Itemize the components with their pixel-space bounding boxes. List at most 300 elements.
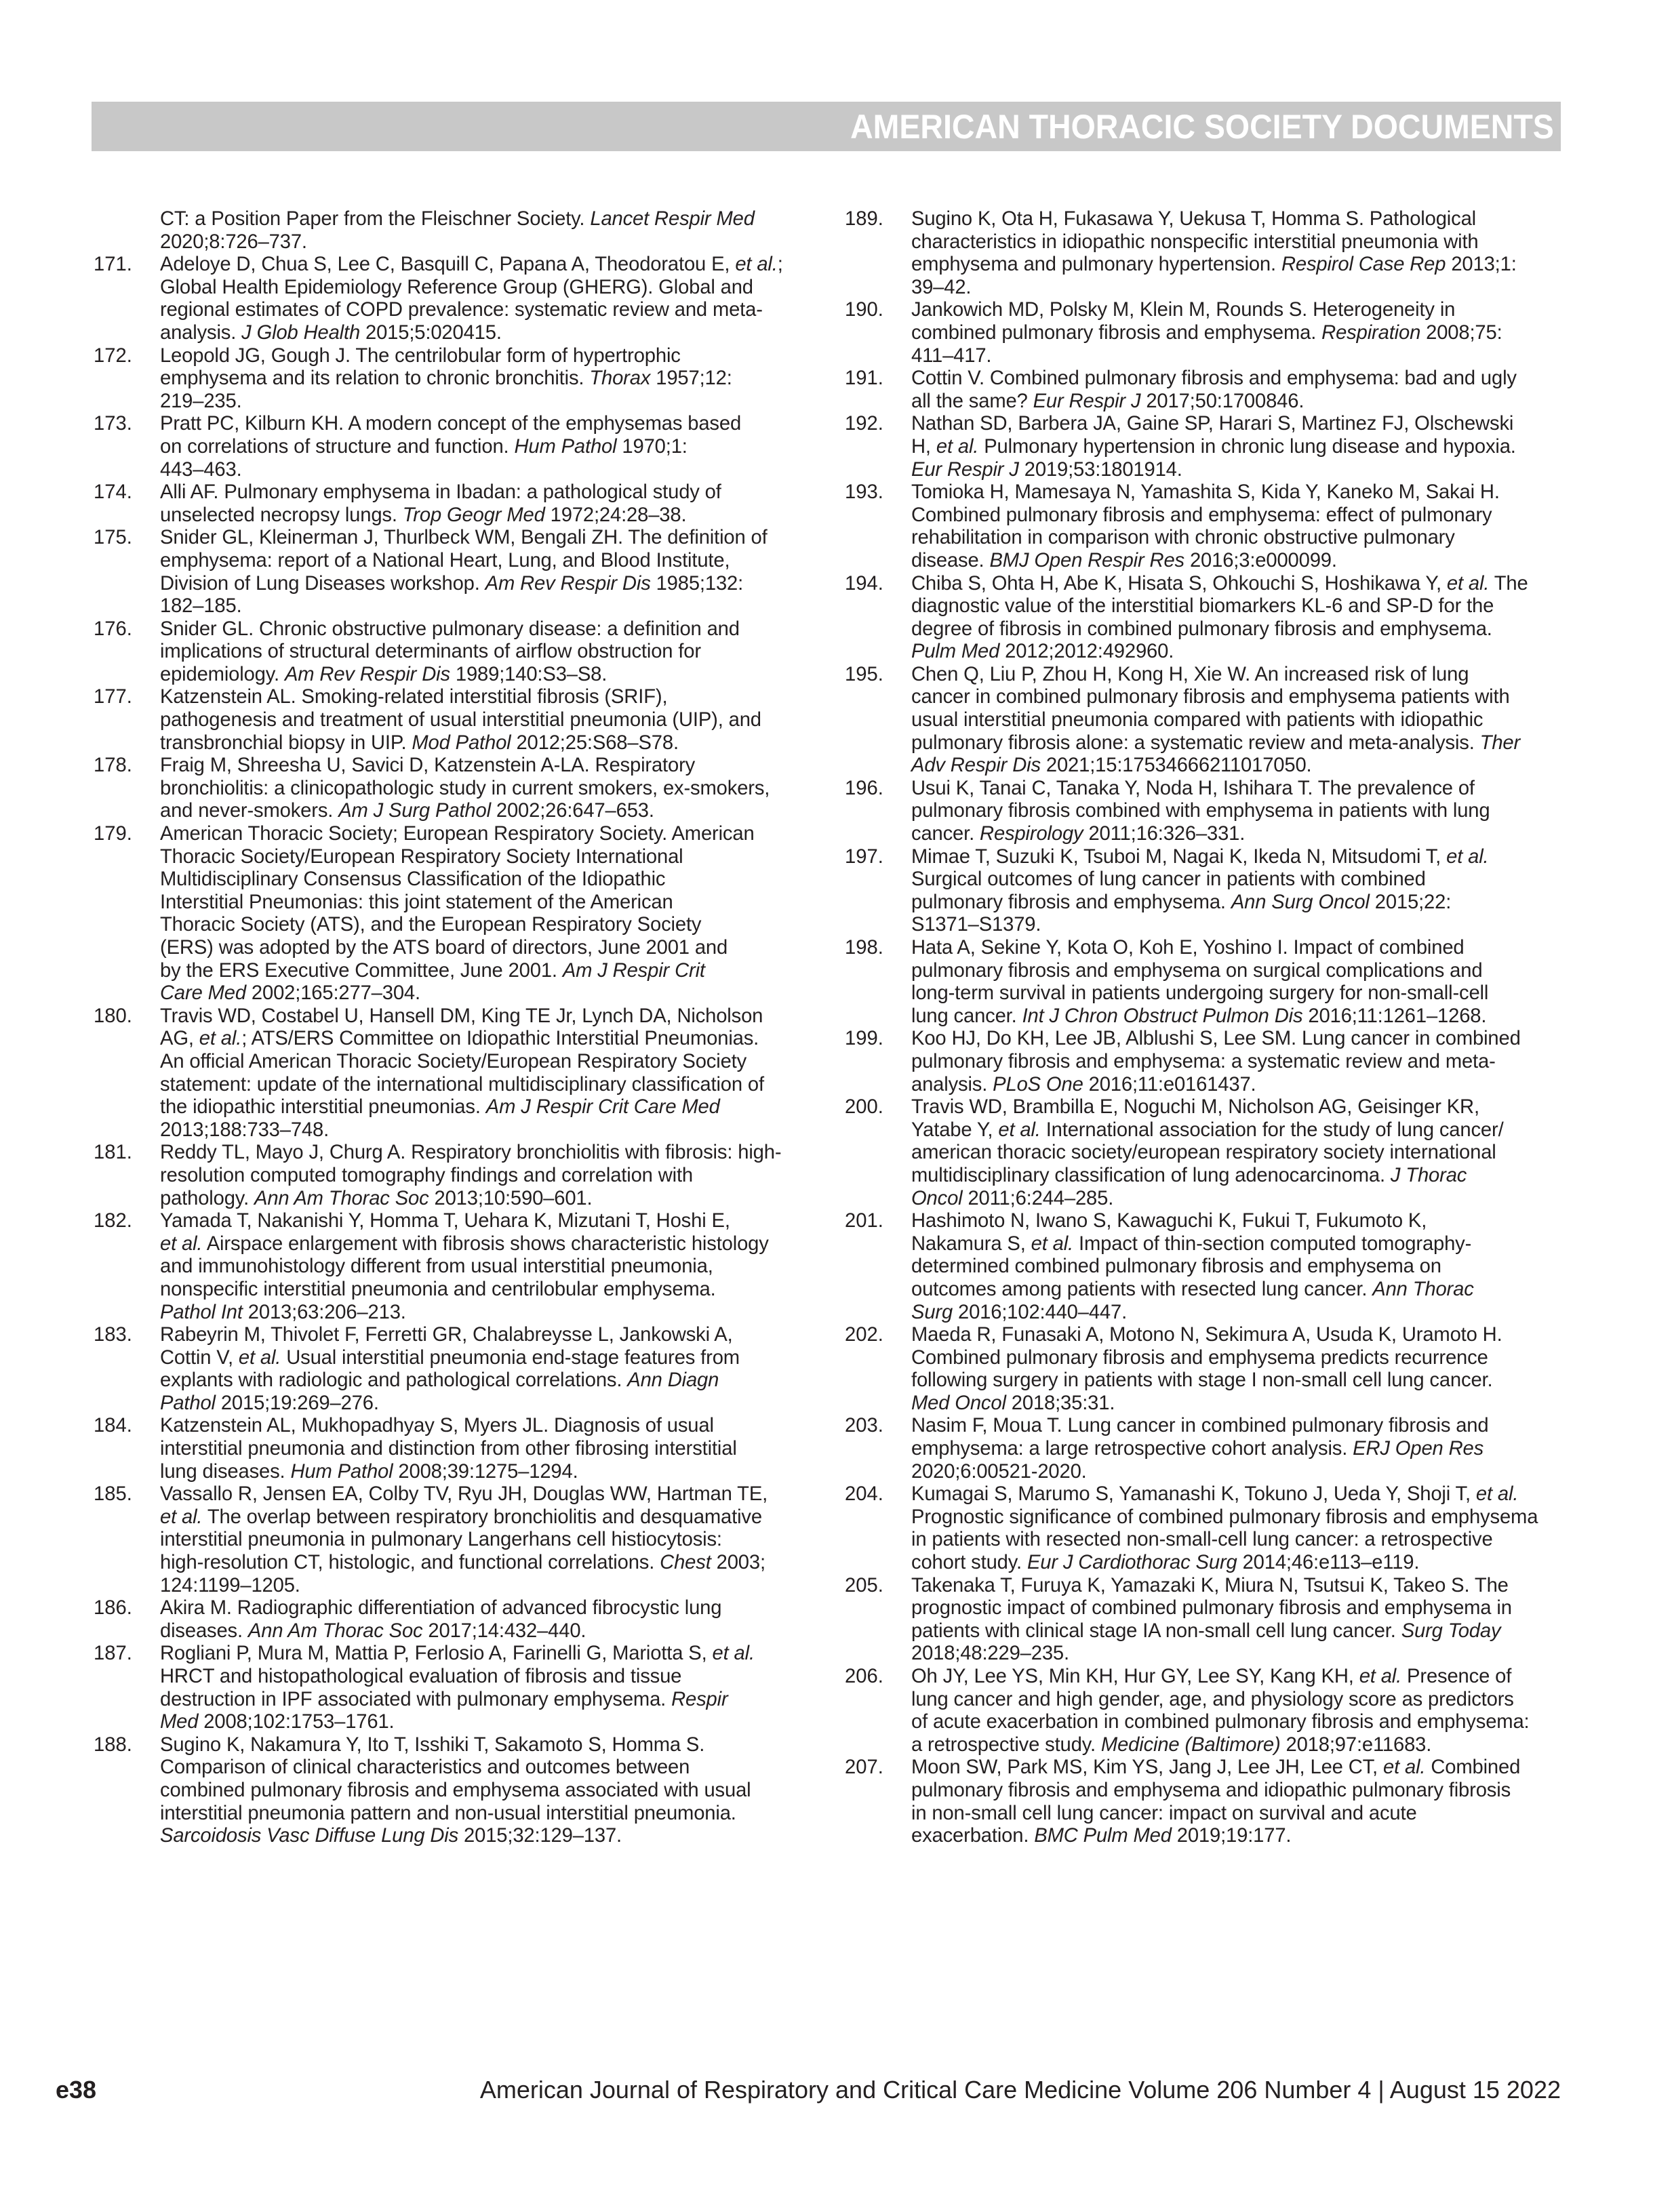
reference-text: Thoracic Society/European Respiratory Society International xyxy=(160,845,683,868)
reference-text: 1970;1: xyxy=(616,435,688,458)
reference-text: 2013;188:733–748. xyxy=(160,1119,330,1141)
journal-title-text: Chest xyxy=(660,1552,711,1574)
reference-text: Yamada T, Nakanishi Y, Homma T, Uehara K, Mizutani T, Hoshi E, xyxy=(160,1210,730,1232)
reference-line xyxy=(94,1689,812,1712)
journal-title-text: et al. xyxy=(160,1506,203,1528)
reference-number: 188. xyxy=(94,1733,132,1756)
journal-title-text: Pathol Int xyxy=(160,1301,243,1323)
running-header-bar xyxy=(92,102,1561,151)
journal-title-text: Am Rev Respir Dis xyxy=(485,572,651,595)
reference-line xyxy=(94,527,812,550)
reference-entry xyxy=(845,1575,1564,1666)
reference-line xyxy=(94,1803,812,1826)
reference-line xyxy=(94,1415,812,1438)
journal-title-text: Ther xyxy=(1479,731,1521,754)
reference-line xyxy=(845,1324,1564,1347)
reference-line xyxy=(845,1392,1564,1415)
reference-text: interstitial pneumonia and distinction from other fibrosing interstitial xyxy=(160,1438,737,1460)
reference-line xyxy=(845,709,1564,732)
reference-text: The overlap between respiratory bronchiolitis and desquamative xyxy=(202,1506,762,1528)
reference-line xyxy=(845,937,1564,960)
journal-title-text: et al. xyxy=(1446,845,1489,868)
reference-number: 204. xyxy=(845,1483,883,1506)
reference-text: Katzenstein AL, Mukhopadhyay S, Myers JL. Diagnosis of usual xyxy=(160,1415,714,1437)
reference-text: Global Health Epidemiology Reference Group (GHERG). Global and xyxy=(160,276,753,298)
reference-text: emphysema: a large retrospective cohort analysis. xyxy=(911,1438,1353,1460)
reference-text: 2020;6:00521-2020. xyxy=(911,1460,1087,1483)
reference-text: ; xyxy=(777,254,783,276)
reference-line xyxy=(94,1483,812,1506)
journal-title-text: et al. xyxy=(712,1643,755,1665)
reference-text: 2020;8:726–737. xyxy=(160,230,307,253)
reference-line xyxy=(845,1438,1564,1461)
reference-line xyxy=(845,1756,1564,1779)
reference-number: 205. xyxy=(845,1574,883,1596)
reference-text: nonspecific interstitial pneumonia and centrilobular emphysema. xyxy=(160,1278,716,1300)
journal-title-text: et al. xyxy=(1359,1666,1402,1687)
reference-number: 171. xyxy=(94,254,132,276)
reference-number: 193. xyxy=(845,481,883,504)
reference-text: 2016;102:440–447. xyxy=(953,1301,1128,1323)
reference-text: Leopold JG, Gough J. The centrilobular form of hypertrophic xyxy=(160,344,681,367)
journal-title-text: PLoS One xyxy=(993,1073,1083,1095)
reference-line xyxy=(94,914,812,937)
reference-text: resolution computed tomography findings and correlation with xyxy=(160,1164,694,1186)
reference-line xyxy=(94,1506,812,1529)
reference-line xyxy=(94,1279,812,1302)
reference-line xyxy=(845,459,1564,482)
reference-text: 2013;10:590–601. xyxy=(429,1187,593,1209)
reference-text: interstitial pneumonia pattern and non-usual interstitial pneumonia. xyxy=(160,1802,736,1824)
reference-line xyxy=(94,550,812,573)
reference-text: pulmonary fibrosis and emphysema. xyxy=(911,891,1231,913)
journal-title-text: Eur Respir J xyxy=(1033,390,1141,412)
reference-line xyxy=(94,709,812,732)
reference-line xyxy=(845,891,1564,914)
reference-line xyxy=(94,1711,812,1734)
reference-text: pulmonary fibrosis combined with emphysema in patients with lung xyxy=(911,800,1490,822)
reference-line xyxy=(94,1461,812,1484)
reference-text: Thoracic Society (ATS), and the European Respiratory Society xyxy=(160,914,702,936)
reference-text: analysis. xyxy=(160,321,242,344)
reference-text: diagnostic value of the interstitial biomarkers KL-6 and SP-D for the xyxy=(911,595,1494,618)
reference-line xyxy=(845,1529,1564,1552)
reference-line xyxy=(845,1279,1564,1302)
reference-entry xyxy=(845,846,1564,937)
journal-title-text: J Glob Health xyxy=(241,321,361,344)
reference-line xyxy=(94,755,812,778)
journal-title-text: et al. xyxy=(1446,572,1490,595)
reference-entry xyxy=(94,481,812,527)
reference-text: usual interstitial pneumonia compared with patients with idiopathic xyxy=(911,709,1483,731)
journal-title-text: BMJ Open Respir Res xyxy=(989,549,1184,571)
reference-line xyxy=(94,1575,812,1598)
reference-text: epidemiology. xyxy=(160,663,285,685)
reference-text: 2002;26:647–653. xyxy=(490,800,654,822)
reference-number: 179. xyxy=(94,823,132,845)
journal-title-text: Trop Geogr Med xyxy=(402,504,545,526)
reference-number: 172. xyxy=(94,344,132,367)
reference-line xyxy=(845,367,1564,390)
reference-text: diseases. xyxy=(160,1620,248,1642)
reference-text: Snider GL, Kleinerman J, Thurlbeck WM, Bengali ZH. The definition of xyxy=(160,527,768,549)
reference-text: rehabilitation in comparison with chronic obstructive pulmonary xyxy=(911,527,1455,549)
journal-title-text: Oncol xyxy=(911,1187,963,1209)
journal-title-text: et al. xyxy=(199,1028,242,1050)
reference-text: outcomes among patients with resected lung cancer. xyxy=(911,1278,1373,1300)
reference-text: Travis WD, Costabel U, Hansell DM, King TE Jr, Lynch DA, Nicholson xyxy=(160,1005,763,1027)
reference-text: Combined pulmonary fibrosis and emphysema predicts recurrence xyxy=(911,1346,1488,1369)
reference-text: on correlations of structure and function. xyxy=(160,435,515,458)
reference-text: Travis WD, Brambilla E, Noguchi M, Nicholson AG, Geisinger KR, xyxy=(911,1096,1479,1119)
reference-text: Nakamura S, xyxy=(911,1232,1031,1255)
reference-text: 2014;46:e113–e119. xyxy=(1237,1552,1420,1574)
reference-entry xyxy=(94,1324,812,1415)
reference-text: Division of Lung Diseases workshop. xyxy=(160,572,485,595)
reference-number: 206. xyxy=(845,1666,883,1687)
reference-line xyxy=(845,481,1564,504)
reference-line xyxy=(94,686,812,709)
reference-text: 443–463. xyxy=(160,458,242,481)
reference-entry xyxy=(845,481,1564,572)
reference-number: 187. xyxy=(94,1643,132,1665)
reference-text: Hashimoto N, Iwano S, Kawaguchi K, Fukui T, Fukumoto K, xyxy=(911,1210,1427,1232)
reference-text: Oh JY, Lee YS, Min KH, Hur GY, Lee SY, Kang KH, xyxy=(911,1666,1359,1687)
reference-text: 2015;5:020415. xyxy=(360,321,502,344)
reference-text: HRCT and histopathological evaluation of fibrosis and tissue xyxy=(160,1666,682,1687)
journal-title-text: ERJ Open Res xyxy=(1353,1438,1484,1460)
reference-text: Cottin V. Combined pulmonary fibrosis and emphysema: bad and ugly xyxy=(911,367,1517,390)
reference-text: patients with clinical stage IA non-small cell lung cancer. xyxy=(911,1620,1401,1642)
reference-text: Maeda R, Funasaki A, Motono N, Sekimura A, Usuda K, Uramoto H. xyxy=(911,1324,1502,1346)
reference-line xyxy=(94,1666,812,1689)
reference-line xyxy=(845,1188,1564,1211)
reference-text: Interstitial Pneumonias: this joint statement of the American xyxy=(160,891,673,913)
reference-line xyxy=(94,778,812,801)
journal-title-text: Lancet Respir Med xyxy=(590,208,755,230)
journal-title-text: Hum Pathol xyxy=(514,435,617,458)
reference-text: 2008;39:1275–1294. xyxy=(393,1460,578,1483)
reference-text: 1972;24:28–38. xyxy=(544,504,687,526)
reference-text: statement: update of the international multidisciplinary classification of xyxy=(160,1073,764,1095)
reference-text: bronchiolitis: a clinicopathologic study in current smokers, ex-smokers, xyxy=(160,777,770,799)
reference-line xyxy=(94,481,812,504)
reference-text: Sugino K, Ota H, Fukasawa Y, Uekusa T, Homma S. Pathological xyxy=(911,208,1477,230)
reference-line xyxy=(845,823,1564,846)
reference-entry xyxy=(94,823,812,1005)
reference-entry xyxy=(845,1210,1564,1324)
reference-text: in non-small cell lung cancer: impact on survival and acute xyxy=(911,1802,1417,1824)
reference-entry xyxy=(94,618,812,687)
reference-line xyxy=(845,1255,1564,1279)
reference-number: 196. xyxy=(845,777,883,799)
reference-text: Sugino K, Nakamura Y, Ito T, Isshiki T, Sakamoto S, Homma S. xyxy=(160,1733,705,1756)
reference-text: Jankowich MD, Polsky M, Klein M, Rounds S. Heterogeneity in xyxy=(911,299,1456,321)
reference-text: An official American Thoracic Society/European Respiratory Society xyxy=(160,1050,747,1072)
reference-line xyxy=(94,618,812,641)
reference-text: determined combined pulmonary fibrosis and emphysema on xyxy=(911,1255,1441,1278)
reference-text: Presence of xyxy=(1401,1666,1512,1687)
reference-number: 195. xyxy=(845,663,883,685)
journal-title-text: Ann Diagn xyxy=(627,1369,719,1392)
reference-entry xyxy=(94,345,812,414)
reference-text: Prognostic significance of combined pulmonary fibrosis and emphysema xyxy=(911,1506,1538,1528)
reference-number: 174. xyxy=(94,481,132,504)
reference-line xyxy=(845,1074,1564,1097)
reference-text: 2008;102:1753–1761. xyxy=(198,1711,395,1733)
reference-line xyxy=(94,1233,812,1256)
reference-line xyxy=(845,1734,1564,1757)
reference-text: degree of fibrosis in combined pulmonary fibrosis and emphysema. xyxy=(911,618,1492,640)
reference-number: 183. xyxy=(94,1324,132,1346)
reference-text: 1957;12: xyxy=(650,367,732,390)
reference-text: Usui K, Tanai C, Tanaka Y, Noda H, Ishihara T. The prevalence of xyxy=(911,777,1475,799)
reference-line xyxy=(94,641,812,664)
journal-title-text: et al. xyxy=(1382,1756,1426,1779)
reference-text: CT: a Position Paper from the Fleischner Society. xyxy=(160,208,591,230)
reference-line xyxy=(845,413,1564,436)
reference-entry xyxy=(845,1096,1564,1210)
reference-text: Fraig M, Shreesha U, Savici D, Katzenstein A-LA. Respiratory xyxy=(160,755,696,777)
reference-line xyxy=(845,1597,1564,1620)
reference-text: 2003; xyxy=(711,1552,765,1574)
reference-text: 182–185. xyxy=(160,595,242,618)
reference-line xyxy=(845,322,1564,345)
reference-number: 198. xyxy=(845,937,883,959)
journal-title-text: Respiration xyxy=(1321,321,1421,344)
reference-text: ; ATS/ERS Committee on Idiopathic Interstitial Pneumonias. xyxy=(241,1028,759,1050)
reference-line xyxy=(845,1028,1564,1051)
reference-text: of acute exacerbation in combined pulmonary fibrosis and emphysema: xyxy=(911,1711,1530,1733)
reference-text: Rabeyrin M, Thivolet F, Ferretti GR, Chalabreysse L, Jankowski A, xyxy=(160,1324,733,1346)
reference-entry xyxy=(94,1142,812,1210)
reference-line xyxy=(845,1415,1564,1438)
reference-entry xyxy=(845,937,1564,1028)
journal-title-text: et al. xyxy=(998,1119,1041,1141)
reference-entry xyxy=(94,254,812,344)
journal-title-text: Med Oncol xyxy=(911,1392,1006,1414)
reference-line xyxy=(845,299,1564,322)
reference-text: 2015;19:269–276. xyxy=(215,1392,379,1414)
reference-number: 176. xyxy=(94,618,132,640)
reference-line xyxy=(845,1483,1564,1506)
reference-text: by the ERS Executive Committee, June 2001. xyxy=(160,959,563,982)
reference-line xyxy=(845,778,1564,801)
reference-text: Chiba S, Ohta H, Abe K, Hisata S, Ohkouchi S, Hoshikawa Y, xyxy=(911,572,1447,595)
reference-text: american thoracic society/european respiratory society international xyxy=(911,1142,1496,1164)
reference-line xyxy=(94,277,812,300)
reference-text: the idiopathic interstitial pneumonias. xyxy=(160,1096,486,1119)
reference-line xyxy=(845,1711,1564,1734)
reference-text: 2019;53:1801914. xyxy=(1018,458,1182,481)
reference-text: Cottin V, xyxy=(160,1346,239,1369)
reference-text: Snider GL. Chronic obstructive pulmonary disease: a definition and xyxy=(160,618,740,640)
reference-text: characteristics in idiopathic nonspecific interstitial pneumonia with xyxy=(911,230,1479,253)
journal-title-text: Ann Thorac xyxy=(1372,1278,1474,1300)
reference-text: Multidisciplinary Consensus Classification of the Idiopathic xyxy=(160,868,666,891)
journal-title-text: et al. xyxy=(1475,1483,1519,1506)
reference-line xyxy=(845,960,1564,983)
reference-text: Surgical outcomes of lung cancer in patients with combined xyxy=(911,868,1426,891)
reference-text: Comparison of clinical characteristics and outcomes between xyxy=(160,1756,690,1779)
journal-title-text: et al. xyxy=(936,435,979,458)
reference-text: pulmonary fibrosis and emphysema on surgical complications and xyxy=(911,959,1483,982)
reference-text: 2012;2012:492960. xyxy=(999,641,1174,663)
reference-text: prognostic impact of combined pulmonary fibrosis and emphysema in xyxy=(911,1597,1512,1620)
reference-line xyxy=(845,208,1564,231)
reference-line xyxy=(845,1779,1564,1803)
reference-number: 180. xyxy=(94,1005,132,1027)
journal-title-text: Surg xyxy=(911,1301,953,1323)
reference-entry xyxy=(845,1028,1564,1096)
reference-line xyxy=(845,436,1564,459)
reference-text: lung cancer and high gender, age, and physiology score as predictors xyxy=(911,1688,1514,1710)
reference-text: analysis. xyxy=(911,1073,993,1095)
reference-line xyxy=(845,1825,1564,1848)
journal-title-text: Int J Chron Obstruct Pulmon Dis xyxy=(1022,1005,1303,1027)
reference-text: emphysema and its relation to chronic bronchitis. xyxy=(160,367,590,390)
journal-title-text: Care Med xyxy=(160,982,246,1005)
reference-text: 124:1199–1205. xyxy=(160,1574,300,1596)
reference-text: 2016;11:e0161437. xyxy=(1083,1073,1256,1095)
reference-text: 2012;25:S68–S78. xyxy=(511,731,679,754)
reference-text: Vassallo R, Jensen EA, Colby TV, Ryu JH, Douglas WW, Hartman TE, xyxy=(160,1483,768,1506)
reference-line xyxy=(845,1620,1564,1643)
reference-text: pulmonary fibrosis alone: a systematic review and meta-analysis. xyxy=(911,731,1480,754)
reference-line xyxy=(94,1529,812,1552)
reference-number: 203. xyxy=(845,1415,883,1437)
reference-text: Akira M. Radiographic differentiation of advanced fibrocystic lung xyxy=(160,1597,722,1620)
reference-text: combined pulmonary fibrosis and emphysema associated with usual xyxy=(160,1779,751,1801)
reference-text: exacerbation. xyxy=(911,1825,1035,1847)
reference-line xyxy=(845,595,1564,618)
reference-text: regional estimates of COPD prevalence: systematic review and meta- xyxy=(160,299,763,321)
journal-title-text: Thorax xyxy=(589,367,651,390)
reference-text: Mimae T, Suzuki K, Tsuboi M, Nagai K, Ikeda N, Mitsudomi T, xyxy=(911,845,1447,868)
reference-line xyxy=(94,823,812,846)
reference-entry xyxy=(845,664,1564,778)
reference-line xyxy=(94,1620,812,1643)
reference-text: 2018;97:e11683. xyxy=(1280,1733,1432,1756)
reference-text: lung diseases. xyxy=(160,1460,291,1483)
reference-text: Pratt PC, Kilburn KH. A modern concept of the emphysemas based xyxy=(160,413,742,435)
journal-title-text: Pathol xyxy=(160,1392,216,1414)
reference-number: 201. xyxy=(845,1210,883,1232)
reference-line xyxy=(94,299,812,322)
reference-number: 181. xyxy=(94,1142,132,1164)
reference-line xyxy=(94,1210,812,1233)
reference-text: 2018;35:31. xyxy=(1005,1392,1115,1414)
journal-title-text: Respir xyxy=(671,1688,728,1710)
reference-text: pulmonary fibrosis and emphysema and idiopathic pulmonary fibrosis xyxy=(911,1779,1511,1801)
journal-title-text: Surg Today xyxy=(1401,1620,1501,1642)
reference-line xyxy=(845,732,1564,755)
reference-text: The xyxy=(1489,572,1528,595)
journal-title-text: Pulm Med xyxy=(911,641,1000,663)
reference-number: 177. xyxy=(94,686,132,708)
journal-title-text: Am J Respir Crit xyxy=(562,959,705,982)
journal-title-text: Eur Respir J xyxy=(911,458,1019,481)
reference-line xyxy=(94,1643,812,1666)
reference-line xyxy=(94,891,812,914)
reference-entry xyxy=(94,1483,812,1597)
reference-text: a retrospective study. xyxy=(911,1733,1101,1756)
reference-text: 2018;48:229–235. xyxy=(911,1643,1069,1665)
reference-line xyxy=(94,1779,812,1803)
reference-text: in patients with resected non-small-cell lung cancer: a retrospective xyxy=(911,1529,1493,1551)
reference-line xyxy=(94,1142,812,1165)
reference-line xyxy=(845,527,1564,550)
reference-entry xyxy=(845,367,1564,413)
reference-text: Chen Q, Liu P, Zhou H, Kong H, Xie W. An increased risk of lung xyxy=(911,663,1469,685)
journal-title-text: Med xyxy=(160,1711,199,1733)
reference-line xyxy=(94,413,812,436)
reference-line xyxy=(94,1392,812,1415)
reference-line xyxy=(94,459,812,482)
reference-number: 173. xyxy=(94,413,132,435)
reference-line xyxy=(94,960,812,983)
reference-line xyxy=(94,573,812,596)
reference-line xyxy=(845,573,1564,596)
reference-text: explants with radiologic and pathological correlations. xyxy=(160,1369,628,1392)
reference-line xyxy=(94,1074,812,1097)
reference-line xyxy=(845,641,1564,664)
reference-line xyxy=(845,664,1564,687)
reference-number: 189. xyxy=(845,208,883,230)
reference-entry xyxy=(94,208,812,254)
reference-line xyxy=(845,618,1564,641)
reference-text: 2011;16:326–331. xyxy=(1083,823,1246,845)
reference-text: destruction in IPF associated with pulmonary emphysema. xyxy=(160,1688,672,1710)
reference-line xyxy=(94,846,812,869)
reference-line xyxy=(845,846,1564,869)
reference-line xyxy=(94,254,812,277)
reference-line xyxy=(845,1643,1564,1666)
reference-line xyxy=(94,1005,812,1028)
reference-text: multidisciplinary classification of lung adenocarcinoma. xyxy=(911,1164,1391,1186)
reference-line xyxy=(94,1165,812,1188)
journal-title-text: Ann Am Thorac Soc xyxy=(247,1620,423,1642)
reference-text: 2019;19:177. xyxy=(1171,1825,1292,1847)
reference-entry xyxy=(845,413,1564,481)
reference-line xyxy=(845,1369,1564,1392)
reference-text: 2008;75: xyxy=(1420,321,1502,344)
reference-text: 2013;1: xyxy=(1446,254,1517,276)
reference-line xyxy=(845,345,1564,368)
journal-title-text: Adv Respir Dis xyxy=(911,755,1041,777)
reference-line xyxy=(845,1666,1564,1689)
reference-line xyxy=(845,1210,1564,1233)
journal-title-text: Am Rev Respir Dis xyxy=(284,663,450,685)
reference-line xyxy=(94,1302,812,1325)
journal-title-text: Ann Surg Oncol xyxy=(1231,891,1370,913)
reference-text: combined pulmonary fibrosis and emphysema. xyxy=(911,321,1322,344)
reference-text: 2002;165:277–304. xyxy=(245,982,420,1005)
reference-entry xyxy=(94,1597,812,1643)
reference-text: S1371–S1379. xyxy=(911,914,1041,936)
reference-number: 202. xyxy=(845,1324,883,1346)
reference-entry xyxy=(845,208,1564,299)
reference-line xyxy=(94,208,812,231)
reference-line xyxy=(94,1324,812,1347)
reference-line xyxy=(94,390,812,414)
reference-number: 186. xyxy=(94,1597,132,1620)
reference-line xyxy=(845,868,1564,891)
reference-line xyxy=(94,345,812,368)
reference-line xyxy=(845,1803,1564,1826)
reference-entry xyxy=(94,1005,812,1142)
reference-line xyxy=(845,914,1564,937)
